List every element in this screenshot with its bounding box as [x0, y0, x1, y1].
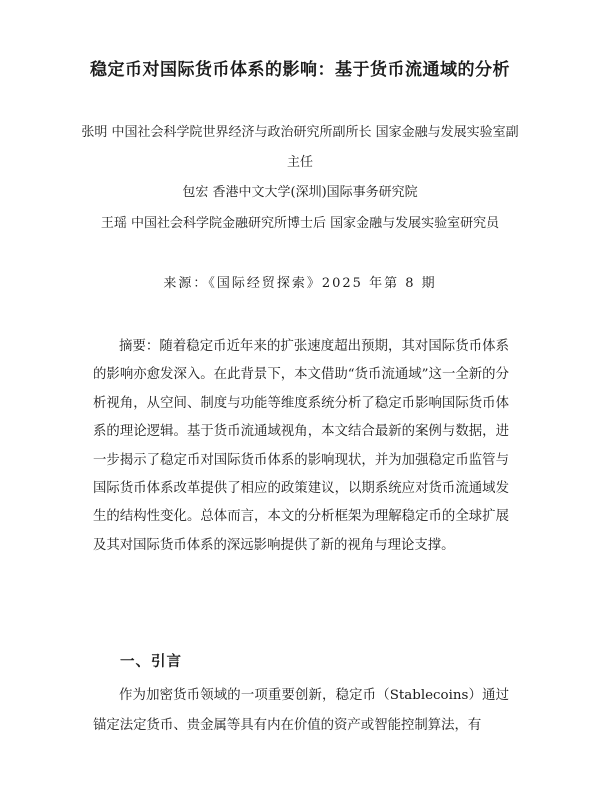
author-bao-hong: 包宏 香港中文大学(深圳)国际事务研究院	[182, 185, 418, 200]
section-heading-introduction: 一、引言	[120, 654, 182, 670]
author-wang-yao: 王瑶 中国社会科学院金融研究所博士后 国家金融与发展实验室研究员	[100, 216, 500, 231]
abstract-paragraph: 摘要：随着稳定币近年来的扩张速度超出预期，其对国际货币体系的影响亦愈发深入。在此背景下，本文借助“货币流通域”这一全新的分析视角，从空间、制度与功能等维度系统分析了稳定币影响国际货币体系的理论逻辑。基于货币流通域视角，本文结合最新的案例与数据，进一步揭示了稳定币对国际货币体系的影响现状，并为加强稳定币监管与国际货币体系改革提供了相应的政策建议，以期系统应对货币流通域发生的结构性变化。总体而言，本文的分析框架为理解稳定币的全球扩展及其对国际货币体系的深远影响提供了新的视角与理论支撑。	[93, 339, 509, 553]
source-citation: 来源：《国际经贸探索》2025 年第 8 期	[163, 276, 437, 291]
paper-title: 稳定币对国际货币体系的影响：基于货币流通域的分析	[90, 60, 510, 80]
author-zhang-ming: 张明 中国社会科学院世界经济与政治研究所副所长 国家金融与发展实验室副主任	[81, 125, 519, 170]
body-paragraph: 作为加密货币领域的一项重要创新，稳定币（Stablecoins）通过锚定法定货币、贵金属等具有内在价值的资产或智能控制算法，有	[93, 688, 509, 733]
